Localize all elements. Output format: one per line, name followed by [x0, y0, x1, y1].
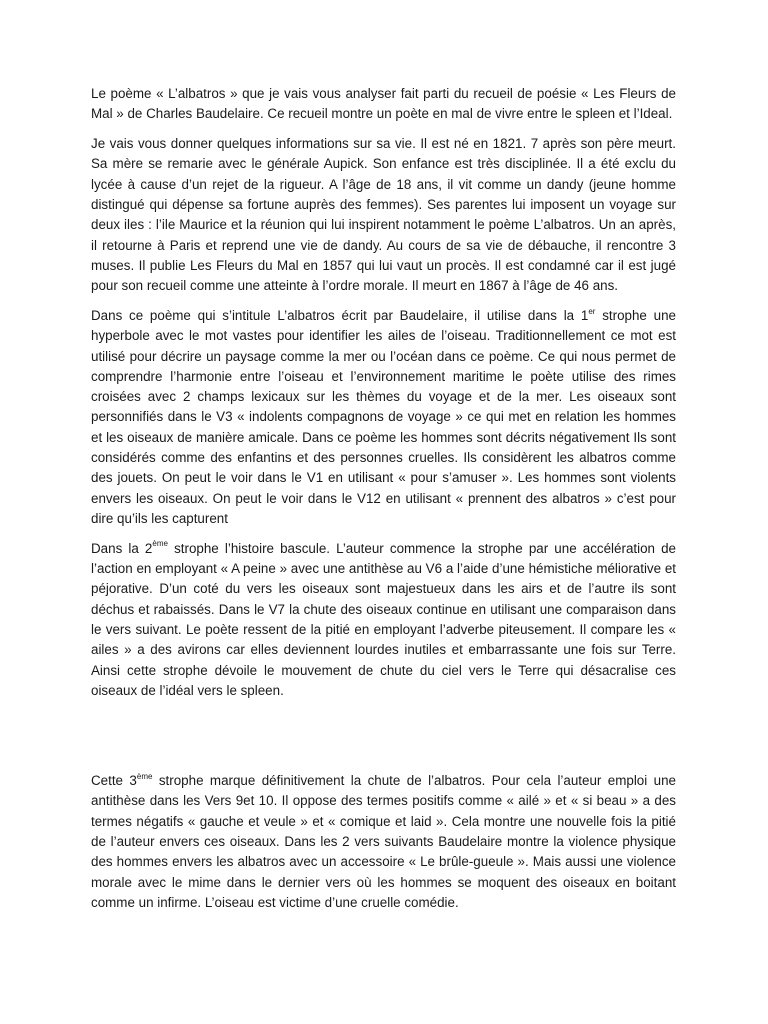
ordinal-superscript: ème [152, 539, 168, 549]
paragraph-first-stanza [91, 306, 676, 529]
paragraph-intro [91, 84, 676, 125]
paragraph-intro-text: Le poème « L’albatros » que je vais vous analyser fait parti du recueil de poésie « Les Fleurs de Mal » de Charles Baudelaire. Ce recueil montre un poète en mal de vivre entre le spleen et l’Ideal. [91, 86, 676, 122]
paragraph-second-stanza-text-start: Dans la 2 [91, 540, 153, 556]
paragraph-second-stanza-text-end: strophe l’histoire bascule. L’auteur commence la strophe par une accélération de l’action en employant « A peine » avec une antithèse au V6 a l’aide d’une hémistiche méliorative et péjorative. D’un coté du vers les oiseaux sont majestueux dans les airs et de l’autre ils sont déchus et rabaissés. Dans le V7 la chute des oiseaux continue en utilisant une comparaison dans le vers suivant. Le poète ressent de la pitié en employant l’adverbe piteusement. Il compare les « ailes » a des avirons car elles deviennent lourdes inutiles et embarrassante une fois sur Terre. Ainsi cette strophe dévoile le mouvement de chute du ciel vers le Terre qui désacralise ces oiseaux de l’idéal vers le spleen. [91, 540, 676, 698]
paragraph-third-stanza-text-start: Cette 3 [91, 773, 137, 789]
paragraph-second-stanza [91, 539, 676, 701]
paragraph-biography [91, 134, 676, 296]
paragraph-third-stanza [91, 771, 676, 913]
paragraph-first-stanza-text-start: Dans ce poème qui s’intitule L’albatros écrit par Baudelaire, il utilise dans la 1 [91, 307, 589, 323]
ordinal-superscript: ème [136, 771, 153, 781]
paragraph-biography-text: Je vais vous donner quelques informations sur sa vie. Il est né en 1821. 7 après son père meurt. Sa mère se remarie avec le générale Aupick. Son enfance est très disciplinée. Il a été exclu du lycée à cause d’un rejet de la rigueur. A l’âge de 18 ans, il vit comme un dandy (jeune homme distingué qui dépense sa fortune auprès des femmes). Ses parentes lui imposent un voyage sur deux iles : l’ile Maurice et la réunion qui lui inspirent notamment le poème L’albatros. Un an après, il retourne à Paris et reprend une vie de dandy. Au cours de sa vie de débauche, il rencontre 3 muses. Il publie Les Fleurs du Mal en 1857 qui lui vaut un procès. Il est condamné car il est jugé pour son recueil comme une atteinte à l’ordre morale. Il meurt en 1867 à l’âge de 46 ans. [91, 136, 676, 294]
paragraph-first-stanza-text-end: strophe une hyperbole avec le mot vastes pour identifier les ailes de l’oiseau. Traditionnellement ce mot est utilisé pour décrire un paysage comme la mer ou l’océan dans ce poème. Ce qui nous permet de comprendre l’harmonie entre l’oiseau et l’environnement maritime le poète utilise des rimes croisées avec 2 champs lexicaux sur les thèmes du voyage et de la mer. Les oiseaux sont personnifiés dans le V3 « indolents compagnons de voyage » ce qui met en relation les hommes et les oiseaux de manière amicale. Dans ce poème les hommes sont décrits négativement Ils sont considérés comme des enfantins et des personnes cruelles. Ils considèrent les albatros comme des jouets. On peut le voir dans le V1 en utilisant « pour s’amuser ». Les hommes sont violents envers les oiseaux. On peut le voir dans le V12 en utilisant « prennent des albatros » c’est pour dire qu’ils les capturent [91, 307, 676, 526]
paragraph-third-stanza-text-end: strophe marque définitivement la chute de l’albatros. Pour cela l’auteur emploi une antithèse dans les Vers 9et 10. Il oppose des termes positifs comme « ailé » et « si beau » a des termes négatifs « gauche et veule » et « comique et laid ». Cela montre une nouvelle fois la pitié de l’auteur envers ces oiseaux. Dans les 2 vers suivants Baudelaire montre la violence physique des hommes envers les albatros avec un accessoire « Le brûle-gueule ». Mais aussi une violence morale avec le mime dans le dernier vers où les hommes se moquent des oiseaux en boitant comme un infirme. L’oiseau est victime d’une cruelle comédie. [91, 773, 676, 910]
ordinal-superscript: er [588, 306, 596, 316]
document-body [91, 84, 676, 923]
